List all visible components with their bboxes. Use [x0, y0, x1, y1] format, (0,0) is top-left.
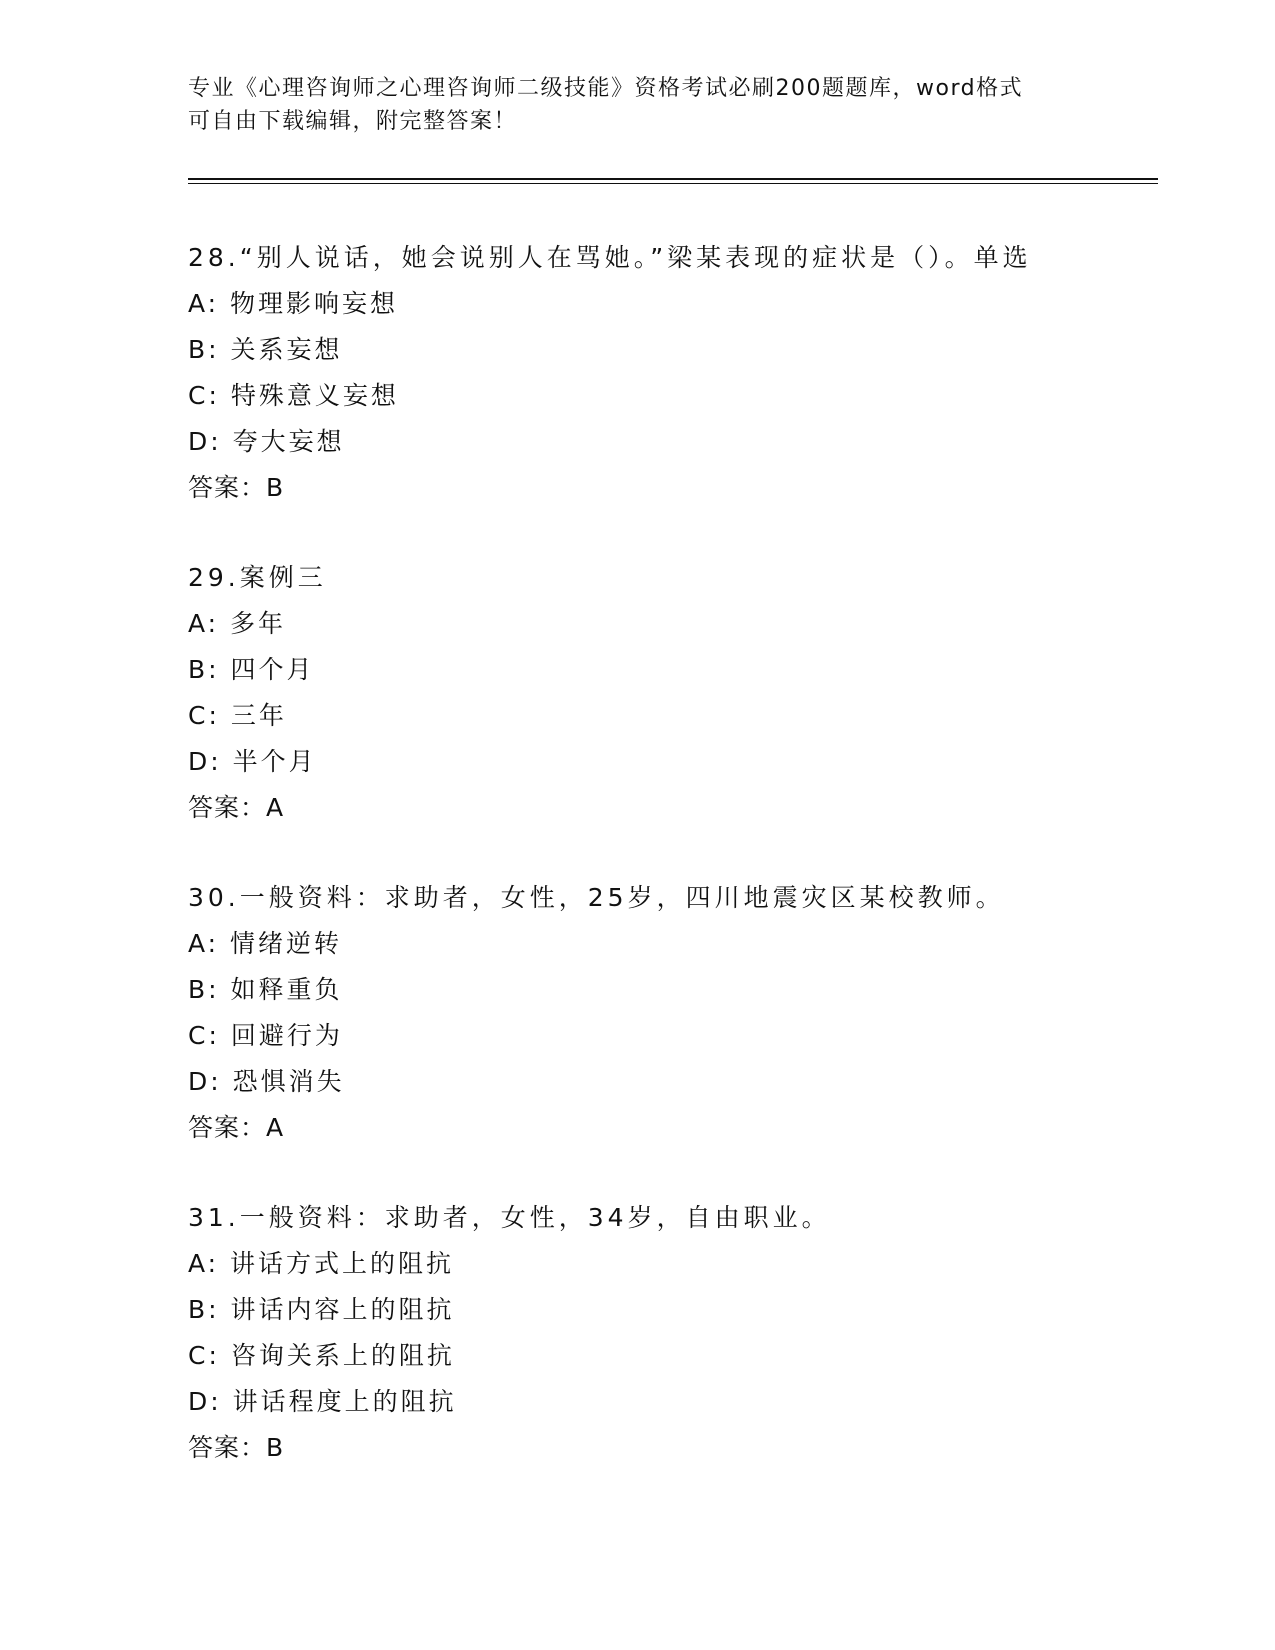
- header-title-line-2: 可自由下载编辑，附完整答案！: [188, 109, 518, 134]
- question-29: [188, 555, 1148, 831]
- option-a: A: 讲话方式上的阻抗: [188, 1249, 455, 1278]
- question-30: [188, 875, 1148, 1151]
- option-b: B: 讲话内容上的阻抗: [188, 1295, 455, 1324]
- option-d: D: 半个月: [188, 747, 317, 776]
- header-divider-bottom: [188, 183, 1158, 184]
- answer-label: 答案：A: [188, 1113, 285, 1142]
- option-a: A: 物理影响妄想: [188, 289, 399, 318]
- option-b: B: 关系妄想: [188, 335, 343, 364]
- option-d: D: 讲话程度上的阻抗: [188, 1387, 457, 1416]
- answer-label: 答案：B: [188, 473, 285, 502]
- option-d: D: 恐惧消失: [188, 1067, 345, 1096]
- answer-label: 答案：A: [188, 793, 285, 822]
- question-stem: 29.案例三: [188, 563, 327, 592]
- option-c: C: 特殊意义妄想: [188, 381, 399, 410]
- header-divider-top: [188, 178, 1158, 180]
- option-b: B: 四个月: [188, 655, 315, 684]
- option-a: A: 情绪逆转: [188, 929, 343, 958]
- option-c: C: 咨询关系上的阻抗: [188, 1341, 455, 1370]
- question-31: [188, 1195, 1148, 1471]
- option-a: A: 多年: [188, 609, 287, 638]
- option-c: C: 三年: [188, 701, 287, 730]
- question-stem: 28.“别人说话，她会说别人在骂她。”梁某表现的症状是（）。单选: [188, 243, 1032, 272]
- answer-label: 答案：B: [188, 1433, 285, 1462]
- header-title-line-1: 专业《心理咨询师之心理咨询师二级技能》资格考试必刷200题题库，word格式: [188, 76, 1024, 101]
- option-d: D: 夸大妄想: [188, 427, 345, 456]
- option-c: C: 回避行为: [188, 1021, 343, 1050]
- question-stem: 31.一般资料：求助者，女性，34岁，自由职业。: [188, 1203, 831, 1232]
- question-stem: 30.一般资料：求助者，女性，25岁，四川地震灾区某校教师。: [188, 883, 1005, 912]
- option-b: B: 如释重负: [188, 975, 343, 1004]
- document-header: [188, 72, 1078, 138]
- question-28: [188, 235, 1148, 511]
